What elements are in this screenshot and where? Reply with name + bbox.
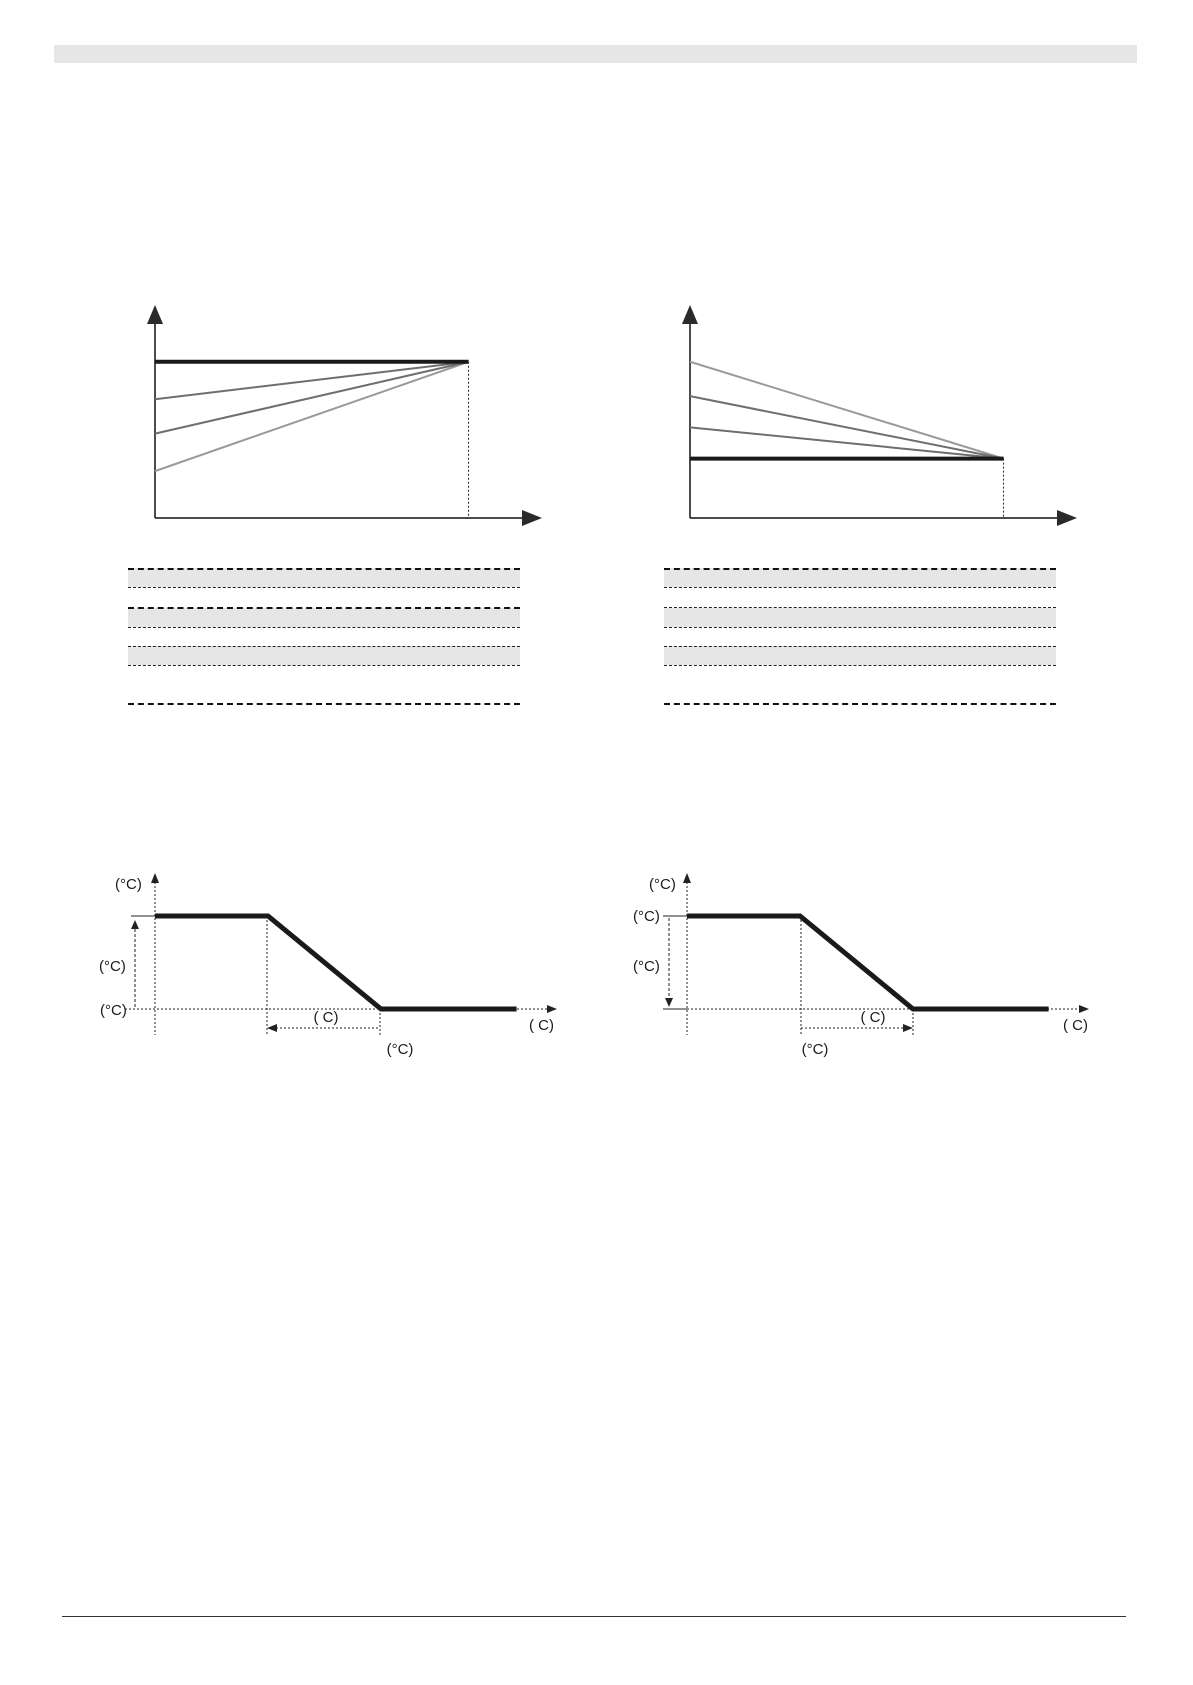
dimension-arrowhead: [903, 1024, 913, 1032]
series-line-slope-3: [155, 362, 469, 471]
table-rule: [128, 703, 520, 705]
y-axis-arrow: [682, 305, 698, 324]
table-rule: [664, 646, 1056, 647]
series-line-slope-1: [155, 362, 469, 400]
x-axis-arrow: [547, 1005, 557, 1013]
setpoint-curve: [687, 916, 1049, 1009]
x-axis-arrow: [1057, 510, 1077, 526]
x-dimension-label: ( C): [313, 1009, 339, 1026]
chart-bottom-left: [95, 870, 575, 1060]
y-dimension-label: (°C): [633, 958, 660, 975]
table-rule: [128, 665, 520, 666]
table-band: [664, 608, 1056, 627]
y-top-label: (°C): [633, 908, 660, 925]
x-point-label: (°C): [801, 1041, 829, 1058]
x-axis-arrow: [1079, 1005, 1089, 1013]
footer-rule: [62, 1616, 1126, 1617]
x-origin-label: (°C): [100, 1002, 127, 1019]
table-band: [128, 568, 520, 587]
y-axis-arrow: [151, 873, 159, 883]
series-line-slope-1: [690, 427, 1004, 458]
chart-bottom-right: [627, 870, 1107, 1060]
table-rule: [128, 587, 520, 588]
chart-top-right: [655, 300, 1085, 530]
table-rule: [664, 665, 1056, 666]
x-axis-unit-label: ( C): [529, 1017, 554, 1034]
table-rule: [128, 627, 520, 628]
table-rule: [664, 568, 1056, 570]
table-rule: [664, 627, 1056, 628]
dimension-arrowhead: [665, 998, 673, 1007]
series-line-slope-3: [690, 362, 1004, 459]
setpoint-curve: [155, 916, 517, 1009]
table-rule: [128, 568, 520, 570]
dimension-arrowhead: [267, 1024, 277, 1032]
y-dimension-label: (°C): [99, 958, 126, 975]
table-right: [664, 566, 1056, 718]
table-rule: [128, 607, 520, 609]
x-point-label: (°C): [386, 1041, 414, 1058]
dimension-arrowhead: [131, 920, 139, 929]
table-rule: [664, 703, 1056, 705]
chart-top-left: [120, 300, 550, 530]
y-axis-unit-label: (°C): [649, 876, 676, 893]
y-axis-unit-label: (°C): [115, 876, 142, 893]
y-axis-arrow: [683, 873, 691, 883]
x-dimension-label: ( C): [860, 1009, 886, 1026]
table-band: [664, 646, 1056, 665]
series-line-slope-2: [155, 362, 469, 434]
table-band: [128, 646, 520, 665]
table-band: [664, 568, 1056, 587]
table-rule: [128, 646, 520, 647]
table-rule: [664, 587, 1056, 588]
table-rule: [664, 607, 1056, 608]
x-axis-arrow: [522, 510, 542, 526]
series-line-slope-2: [690, 396, 1004, 459]
y-axis-arrow: [147, 305, 163, 324]
table-band: [128, 608, 520, 627]
table-left: [128, 566, 520, 718]
header-bar: [54, 45, 1137, 63]
x-axis-unit-label: ( C): [1063, 1017, 1088, 1034]
